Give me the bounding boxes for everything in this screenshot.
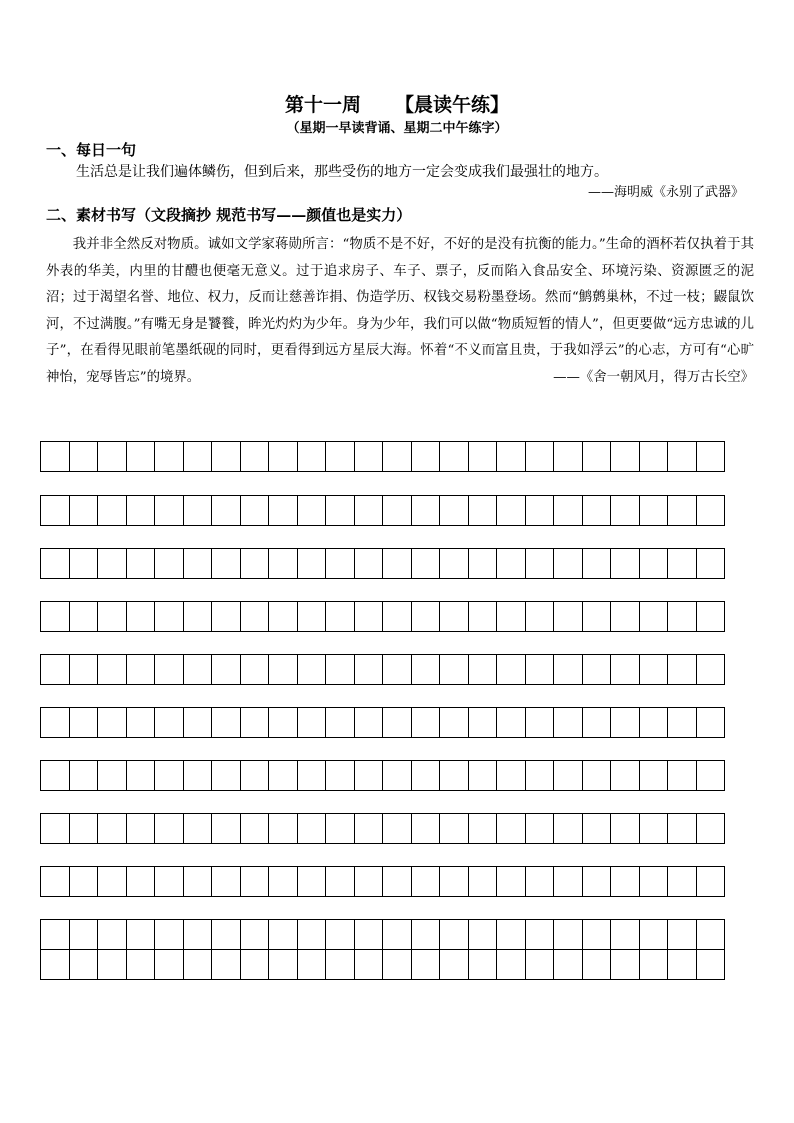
grid-cell[interactable] <box>155 920 184 950</box>
grid-cell[interactable] <box>582 708 611 738</box>
grid-cell[interactable] <box>440 708 469 738</box>
grid-cell[interactable] <box>98 442 127 472</box>
grid-cell[interactable] <box>497 950 526 980</box>
grid-cell[interactable] <box>525 602 554 632</box>
grid-cell[interactable] <box>354 655 383 685</box>
grid-cell[interactable] <box>497 867 526 897</box>
grid-cell[interactable] <box>525 867 554 897</box>
grid-cell[interactable] <box>240 655 269 685</box>
grid-cell[interactable] <box>126 496 155 526</box>
grid-cell[interactable] <box>354 549 383 579</box>
grid-cell[interactable] <box>411 814 440 844</box>
grid-cell[interactable] <box>440 442 469 472</box>
grid-row <box>41 708 725 738</box>
grid-cell[interactable] <box>639 496 668 526</box>
grid-cell[interactable] <box>354 867 383 897</box>
grid-row <box>41 496 725 526</box>
grid-cell[interactable] <box>69 867 98 897</box>
grid-cell[interactable] <box>326 655 355 685</box>
grid-cell[interactable] <box>183 814 212 844</box>
grid-cell[interactable] <box>126 867 155 897</box>
grid-cell[interactable] <box>41 950 70 980</box>
grid-cell[interactable] <box>582 950 611 980</box>
grid-cell[interactable] <box>155 655 184 685</box>
grid-cell[interactable] <box>326 708 355 738</box>
grid-cell[interactable] <box>183 602 212 632</box>
grid-cell[interactable] <box>326 496 355 526</box>
daily-quote-attribution: ——海明威《永别了武器》 <box>587 185 744 200</box>
grid-cell[interactable] <box>183 496 212 526</box>
grid-cell[interactable] <box>582 496 611 526</box>
practice-block-final <box>40 919 725 980</box>
grid-cell[interactable] <box>297 496 326 526</box>
grid-cell[interactable] <box>383 950 412 980</box>
grid-cell[interactable] <box>639 442 668 472</box>
grid-cell[interactable] <box>41 761 70 791</box>
grid-cell[interactable] <box>383 814 412 844</box>
grid-cell[interactable] <box>297 814 326 844</box>
grid-cell[interactable] <box>212 708 241 738</box>
grid-cell[interactable] <box>69 442 98 472</box>
grid-cell[interactable] <box>183 950 212 980</box>
grid-cell[interactable] <box>611 867 640 897</box>
grid-cell[interactable] <box>41 442 70 472</box>
grid-cell[interactable] <box>326 950 355 980</box>
grid-cell[interactable] <box>183 442 212 472</box>
grid-cell[interactable] <box>41 655 70 685</box>
grid-cell[interactable] <box>582 655 611 685</box>
material-paragraph-text: 我并非全然反对物质。诚如文学家蒋勋所言：“物质不是不好，不好的是没有抗衡的能力。”生命的酒杯若仅执着于其外表的华美，内里的甘醴也便毫无意义。过于追求房子、车子、票子，反而陷入食品安全、环境污染、资源匮乏的泥沼；过于渴望名誉、地位、权力，反而让慈善诈捐、伪造学历、权钱交易粉墨登场。然而“鹪鹩巢林，不过一枝；鼹鼠饮河，不过满腹。”有嘴无身是饕餮，眸光灼灼为少年。身为少年，我们可以做“物质短暂的情人”，但更要做“远方忠诚的儿子”，在看得见眼前笔墨纸砚的同时，更看得到远方星辰大海。怀着“不义而富且贵，于我如浮云”的心志，方可有“心旷神怡，宠辱皆忘”的境界。 <box>46 237 754 385</box>
grid-cell[interactable] <box>554 761 583 791</box>
grid-cell[interactable] <box>611 602 640 632</box>
grid-cell[interactable] <box>668 655 697 685</box>
grid-cell[interactable] <box>554 549 583 579</box>
grid-cell[interactable] <box>269 655 298 685</box>
grid-cell[interactable] <box>639 761 668 791</box>
grid-cell[interactable] <box>269 761 298 791</box>
grid-cell[interactable] <box>668 496 697 526</box>
grid-cell[interactable] <box>41 602 70 632</box>
grid-cell[interactable] <box>554 920 583 950</box>
grid-cell[interactable] <box>354 950 383 980</box>
grid-cell[interactable] <box>155 814 184 844</box>
grid-cell[interactable] <box>155 442 184 472</box>
grid-cell[interactable] <box>183 708 212 738</box>
grid-cell[interactable] <box>639 655 668 685</box>
grid-cell[interactable] <box>269 602 298 632</box>
grid-cell[interactable] <box>696 602 725 632</box>
grid-cell[interactable] <box>497 496 526 526</box>
grid-cell[interactable] <box>98 920 127 950</box>
grid-cell[interactable] <box>554 950 583 980</box>
grid-cell[interactable] <box>639 920 668 950</box>
grid-cell[interactable] <box>668 602 697 632</box>
practice-row-3 <box>40 548 725 579</box>
grid-cell[interactable] <box>668 761 697 791</box>
grid-cell[interactable] <box>582 549 611 579</box>
grid-cell[interactable] <box>297 950 326 980</box>
grid-cell[interactable] <box>383 442 412 472</box>
grid-cell[interactable] <box>383 761 412 791</box>
grid-cell[interactable] <box>468 602 497 632</box>
grid-cell[interactable] <box>696 655 725 685</box>
grid-cell[interactable] <box>183 761 212 791</box>
grid-cell[interactable] <box>269 442 298 472</box>
grid-cell[interactable] <box>155 602 184 632</box>
grid-cell[interactable] <box>611 442 640 472</box>
grid-cell[interactable] <box>440 814 469 844</box>
grid-cell[interactable] <box>696 950 725 980</box>
grid-cell[interactable] <box>668 920 697 950</box>
grid-cell[interactable] <box>497 655 526 685</box>
grid-cell[interactable] <box>411 496 440 526</box>
grid-cell[interactable] <box>525 920 554 950</box>
grid-cell[interactable] <box>269 950 298 980</box>
grid-cell[interactable] <box>440 920 469 950</box>
grid-cell[interactable] <box>497 442 526 472</box>
practice-row-2 <box>40 495 725 526</box>
material-source: ——《舍一朝风月，得万古长空》 <box>553 369 754 385</box>
grid-cell[interactable] <box>554 655 583 685</box>
grid-cell[interactable] <box>126 920 155 950</box>
grid-cell[interactable] <box>611 950 640 980</box>
grid-cell[interactable] <box>411 708 440 738</box>
grid-cell[interactable] <box>69 708 98 738</box>
grid-cell[interactable] <box>696 867 725 897</box>
grid-cell[interactable] <box>468 549 497 579</box>
grid-cell[interactable] <box>126 814 155 844</box>
grid-cell[interactable] <box>411 442 440 472</box>
grid-cell[interactable] <box>440 655 469 685</box>
grid-cell[interactable] <box>69 549 98 579</box>
grid-cell[interactable] <box>582 920 611 950</box>
grid-cell[interactable] <box>212 655 241 685</box>
grid-cell[interactable] <box>183 867 212 897</box>
grid-cell[interactable] <box>212 950 241 980</box>
page-title <box>0 92 794 118</box>
grid-cell[interactable] <box>183 549 212 579</box>
practice-row-8 <box>40 813 725 844</box>
grid-cell[interactable] <box>354 602 383 632</box>
grid-cell[interactable] <box>326 814 355 844</box>
grid-cell[interactable] <box>269 867 298 897</box>
grid-cell[interactable] <box>354 496 383 526</box>
grid-cell[interactable] <box>212 602 241 632</box>
grid-cell[interactable] <box>696 814 725 844</box>
grid-cell[interactable] <box>183 920 212 950</box>
grid-cell[interactable] <box>696 920 725 950</box>
week-label: 第十一周 <box>284 94 361 116</box>
grid-cell[interactable] <box>639 867 668 897</box>
grid-cell[interactable] <box>326 920 355 950</box>
grid-row <box>41 920 725 950</box>
grid-cell[interactable] <box>582 761 611 791</box>
grid-cell[interactable] <box>497 708 526 738</box>
grid-cell[interactable] <box>297 655 326 685</box>
section-material-heading: 二、素材书写（文段摘抄 规范书写——颜值也是实力） <box>46 206 412 224</box>
grid-cell[interactable] <box>155 549 184 579</box>
grid-row <box>41 867 725 897</box>
grid-cell[interactable] <box>98 655 127 685</box>
grid-cell[interactable] <box>98 708 127 738</box>
grid-cell[interactable] <box>269 920 298 950</box>
grid-cell[interactable] <box>554 442 583 472</box>
grid-cell[interactable] <box>383 708 412 738</box>
grid-cell[interactable] <box>440 602 469 632</box>
grid-cell[interactable] <box>326 761 355 791</box>
grid-cell[interactable] <box>611 708 640 738</box>
grid-cell[interactable] <box>69 814 98 844</box>
grid-cell[interactable] <box>155 708 184 738</box>
grid-cell[interactable] <box>240 920 269 950</box>
grid-cell[interactable] <box>554 867 583 897</box>
grid-cell[interactable] <box>639 814 668 844</box>
grid-cell[interactable] <box>696 496 725 526</box>
grid-cell[interactable] <box>354 708 383 738</box>
grid-cell[interactable] <box>126 950 155 980</box>
grid-cell[interactable] <box>155 761 184 791</box>
grid-cell[interactable] <box>240 814 269 844</box>
grid-cell[interactable] <box>468 496 497 526</box>
practice-row-7 <box>40 760 725 791</box>
grid-cell[interactable] <box>98 867 127 897</box>
grid-cell[interactable] <box>497 602 526 632</box>
grid-cell[interactable] <box>668 442 697 472</box>
grid-cell[interactable] <box>668 950 697 980</box>
grid-cell[interactable] <box>354 920 383 950</box>
grid-cell[interactable] <box>383 867 412 897</box>
grid-cell[interactable] <box>297 708 326 738</box>
grid-row <box>41 950 725 980</box>
grid-cell[interactable] <box>155 496 184 526</box>
grid-cell[interactable] <box>554 496 583 526</box>
grid-cell[interactable] <box>554 814 583 844</box>
grid-cell[interactable] <box>41 814 70 844</box>
grid-cell[interactable] <box>611 549 640 579</box>
grid-cell[interactable] <box>582 602 611 632</box>
grid-cell[interactable] <box>326 602 355 632</box>
grid-cell[interactable] <box>240 708 269 738</box>
grid-cell[interactable] <box>183 655 212 685</box>
grid-cell[interactable] <box>69 920 98 950</box>
grid-cell[interactable] <box>269 814 298 844</box>
grid-cell[interactable] <box>582 867 611 897</box>
grid-cell[interactable] <box>468 761 497 791</box>
grid-cell[interactable] <box>668 549 697 579</box>
grid-cell[interactable] <box>126 761 155 791</box>
grid-cell[interactable] <box>639 602 668 632</box>
grid-cell[interactable] <box>440 496 469 526</box>
grid-cell[interactable] <box>696 761 725 791</box>
grid-cell[interactable] <box>440 950 469 980</box>
grid-cell[interactable] <box>668 867 697 897</box>
grid-cell[interactable] <box>468 655 497 685</box>
grid-cell[interactable] <box>696 549 725 579</box>
grid-cell[interactable] <box>269 496 298 526</box>
page-subtitle: （星期一早读背诵、星期二中午练字） <box>286 121 508 136</box>
grid-cell[interactable] <box>240 602 269 632</box>
practice-row-5 <box>40 654 725 685</box>
grid-cell[interactable] <box>41 920 70 950</box>
grid-cell[interactable] <box>411 602 440 632</box>
grid-cell[interactable] <box>554 602 583 632</box>
grid-cell[interactable] <box>354 761 383 791</box>
grid-cell[interactable] <box>155 950 184 980</box>
grid-cell[interactable] <box>69 602 98 632</box>
grid-cell[interactable] <box>525 655 554 685</box>
grid-cell[interactable] <box>297 761 326 791</box>
grid-cell[interactable] <box>554 708 583 738</box>
grid-cell[interactable] <box>98 761 127 791</box>
grid-cell[interactable] <box>383 655 412 685</box>
grid-cell[interactable] <box>269 708 298 738</box>
grid-cell[interactable] <box>696 442 725 472</box>
grid-cell[interactable] <box>69 761 98 791</box>
grid-cell[interactable] <box>525 950 554 980</box>
grid-cell[interactable] <box>468 814 497 844</box>
grid-cell[interactable] <box>297 920 326 950</box>
grid-cell[interactable] <box>212 761 241 791</box>
grid-cell[interactable] <box>212 814 241 844</box>
grid-cell[interactable] <box>525 442 554 472</box>
practice-row-4 <box>40 601 725 632</box>
grid-cell[interactable] <box>126 602 155 632</box>
grid-cell[interactable] <box>297 549 326 579</box>
practice-row-9 <box>40 866 725 897</box>
grid-cell[interactable] <box>98 496 127 526</box>
grid-cell[interactable] <box>297 602 326 632</box>
grid-cell[interactable] <box>611 761 640 791</box>
daily-quote-text: 生活总是让我们遍体鳞伤，但到后来，那些受伤的地方一定会变成我们最强壮的地方。 <box>76 164 608 180</box>
material-paragraph <box>46 232 754 392</box>
grid-cell[interactable] <box>440 867 469 897</box>
grid-cell[interactable] <box>497 761 526 791</box>
grid-cell[interactable] <box>155 867 184 897</box>
grid-cell[interactable] <box>354 814 383 844</box>
grid-cell[interactable] <box>297 442 326 472</box>
grid-cell[interactable] <box>98 950 127 980</box>
grid-cell[interactable] <box>611 655 640 685</box>
grid-cell[interactable] <box>41 549 70 579</box>
grid-cell[interactable] <box>468 950 497 980</box>
grid-cell[interactable] <box>98 602 127 632</box>
grid-cell[interactable] <box>497 814 526 844</box>
worksheet-name: 【晨读午练】 <box>395 94 510 116</box>
grid-row <box>41 655 725 685</box>
grid-cell[interactable] <box>69 950 98 980</box>
grid-cell[interactable] <box>126 442 155 472</box>
grid-cell[interactable] <box>212 920 241 950</box>
grid-cell[interactable] <box>41 867 70 897</box>
grid-cell[interactable] <box>240 950 269 980</box>
grid-cell[interactable] <box>126 549 155 579</box>
grid-cell[interactable] <box>126 655 155 685</box>
grid-row <box>41 602 725 632</box>
grid-cell[interactable] <box>611 496 640 526</box>
grid-cell[interactable] <box>383 602 412 632</box>
grid-row <box>41 549 725 579</box>
grid-row <box>41 761 725 791</box>
grid-cell[interactable] <box>411 655 440 685</box>
grid-cell[interactable] <box>696 708 725 738</box>
grid-cell[interactable] <box>354 442 383 472</box>
grid-cell[interactable] <box>411 950 440 980</box>
grid-cell[interactable] <box>240 761 269 791</box>
grid-cell[interactable] <box>525 761 554 791</box>
grid-cell[interactable] <box>440 549 469 579</box>
grid-cell[interactable] <box>212 867 241 897</box>
grid-cell[interactable] <box>525 814 554 844</box>
grid-cell[interactable] <box>497 549 526 579</box>
grid-cell[interactable] <box>69 496 98 526</box>
grid-cell[interactable] <box>468 708 497 738</box>
grid-cell[interactable] <box>212 442 241 472</box>
grid-cell[interactable] <box>411 549 440 579</box>
grid-cell[interactable] <box>411 920 440 950</box>
grid-cell[interactable] <box>126 708 155 738</box>
grid-cell[interactable] <box>668 708 697 738</box>
grid-cell[interactable] <box>668 814 697 844</box>
grid-cell[interactable] <box>212 496 241 526</box>
grid-cell[interactable] <box>468 867 497 897</box>
grid-cell[interactable] <box>240 867 269 897</box>
grid-row <box>41 814 725 844</box>
grid-cell[interactable] <box>468 920 497 950</box>
grid-cell[interactable] <box>611 814 640 844</box>
grid-cell[interactable] <box>383 920 412 950</box>
grid-cell[interactable] <box>639 708 668 738</box>
grid-cell[interactable] <box>269 549 298 579</box>
grid-cell[interactable] <box>69 655 98 685</box>
grid-cell[interactable] <box>212 549 241 579</box>
grid-cell[interactable] <box>440 761 469 791</box>
grid-cell[interactable] <box>41 708 70 738</box>
grid-cell[interactable] <box>582 814 611 844</box>
grid-cell[interactable] <box>326 549 355 579</box>
grid-row <box>41 442 725 472</box>
grid-cell[interactable] <box>411 867 440 897</box>
grid-cell[interactable] <box>240 442 269 472</box>
grid-cell[interactable] <box>326 442 355 472</box>
grid-cell[interactable] <box>611 920 640 950</box>
grid-cell[interactable] <box>98 814 127 844</box>
grid-cell[interactable] <box>639 549 668 579</box>
grid-cell[interactable] <box>240 549 269 579</box>
grid-cell[interactable] <box>582 442 611 472</box>
practice-row-6 <box>40 707 725 738</box>
grid-cell[interactable] <box>497 920 526 950</box>
grid-cell[interactable] <box>411 761 440 791</box>
section-daily-quote-heading: 一、每日一句 <box>46 141 137 159</box>
grid-cell[interactable] <box>639 950 668 980</box>
grid-cell[interactable] <box>297 867 326 897</box>
grid-cell[interactable] <box>468 442 497 472</box>
grid-cell[interactable] <box>240 496 269 526</box>
grid-cell[interactable] <box>383 496 412 526</box>
grid-cell[interactable] <box>525 549 554 579</box>
grid-cell[interactable] <box>525 708 554 738</box>
grid-cell[interactable] <box>98 549 127 579</box>
grid-cell[interactable] <box>383 549 412 579</box>
grid-cell[interactable] <box>525 496 554 526</box>
grid-cell[interactable] <box>326 867 355 897</box>
grid-cell[interactable] <box>41 496 70 526</box>
practice-row-1 <box>40 441 725 472</box>
